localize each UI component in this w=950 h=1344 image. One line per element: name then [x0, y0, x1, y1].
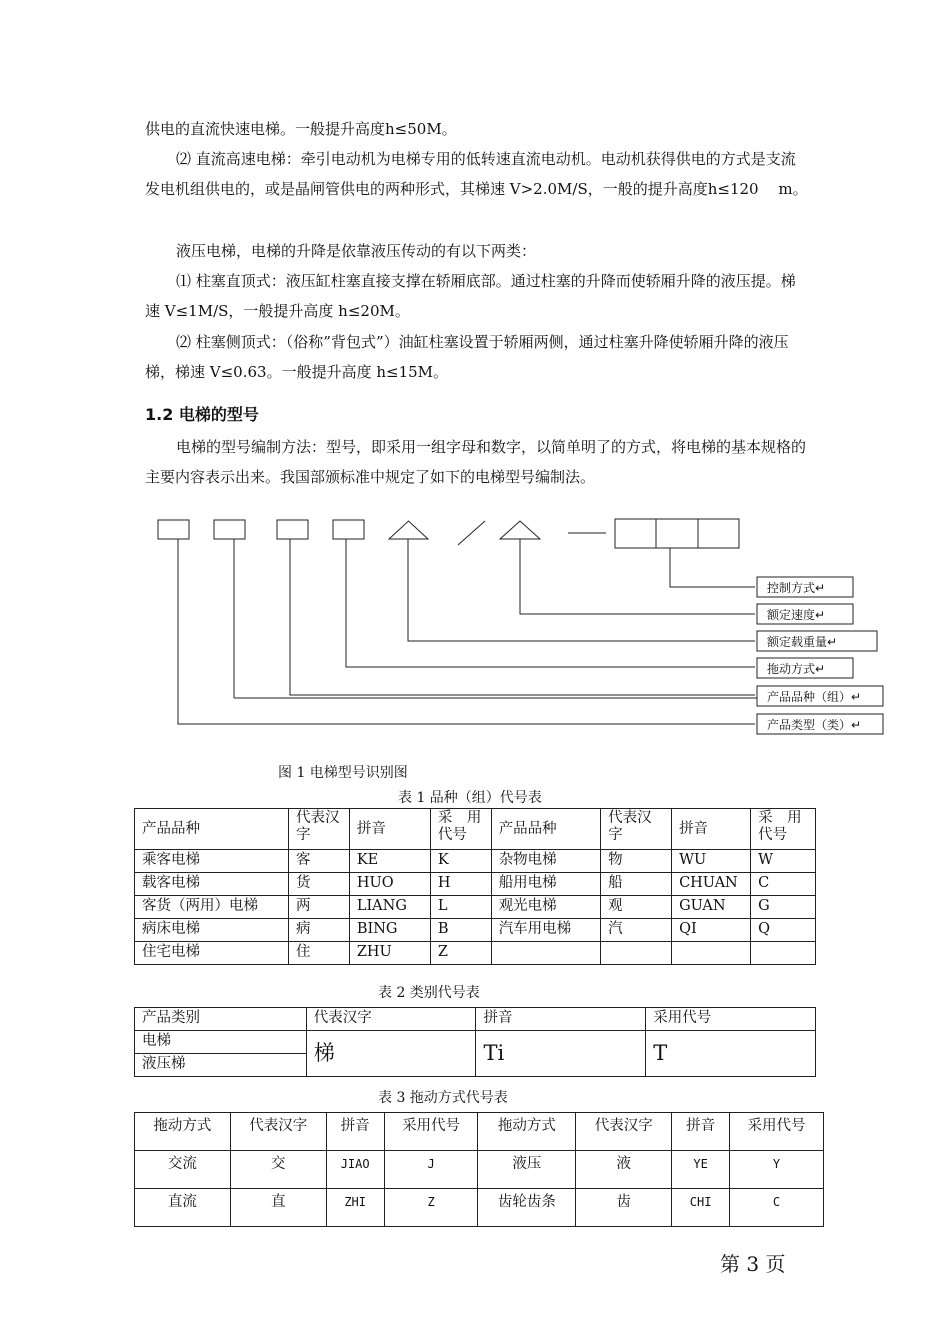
table-cell: Q	[751, 919, 816, 942]
drive-code-table	[134, 1112, 824, 1227]
header-cell: 代表汉字	[306, 1008, 476, 1031]
table-row	[135, 896, 816, 919]
header-cell: 采 用代号	[751, 809, 816, 850]
header-cell: 拼音	[672, 1113, 730, 1151]
table-header-row	[135, 809, 816, 850]
table-row	[135, 942, 816, 965]
model-diagram	[0, 505, 950, 745]
table-cell: 交流	[135, 1151, 231, 1189]
table-row	[135, 850, 816, 873]
table-cell: 住宅电梯	[135, 942, 289, 965]
table-cell: 交	[230, 1151, 326, 1189]
table-cell: 齿	[576, 1189, 672, 1227]
paragraph-dc-high-speed: ⑵ 直流高速电梯：牵引电动机为电梯专用的低转速直流电动机。电动机获得供电的方式是支流发电机组供电的，或是晶闸管供电的两种形式，其梯速 V>2.0M/S，一般的提升高度h≤120 m。	[145, 150, 808, 198]
header-cell: 代表汉字	[230, 1113, 326, 1151]
table-cell: Z	[384, 1189, 478, 1227]
table2-caption: 表 2 类别代号表	[378, 985, 480, 1001]
table-cell: 船用电梯	[491, 873, 600, 896]
table-cell: 载客电梯	[135, 873, 289, 896]
table-cell: 客货（两用）电梯	[135, 896, 289, 919]
table-cell: 杂物电梯	[491, 850, 600, 873]
paragraph-intro: 电梯的型号编制方法：型号，即采用一组字母和数字，以简单明了的方式，将电梯的基本规格的主要内容表示出来。我国部颁标准中规定了如下的电梯型号编制法。	[145, 438, 807, 486]
table-cell: 液	[576, 1151, 672, 1189]
table-cell: LIANG	[349, 896, 430, 919]
figure-caption: 图 1 电梯型号识别图	[278, 765, 408, 781]
header-cell: 代表汉字	[289, 809, 350, 850]
table-cell: YE	[672, 1151, 730, 1189]
table-cell: ZHU	[349, 942, 430, 965]
table-cell	[751, 942, 816, 965]
table-cell: JIAO	[326, 1151, 384, 1189]
header-cell: 采 用代号	[430, 809, 491, 850]
table-cell: 观	[601, 896, 672, 919]
diagram-box-variety	[214, 520, 245, 539]
table-row	[135, 1189, 824, 1227]
paragraph-direct-plunger: ⑴ 柱塞直顶式：液压缸柱塞直接支撑在轿厢底部。通过柱塞的升降而使轿厢升降的液压提。梯速 V≤1M/S，一般提升高度 h≤20M。	[145, 272, 796, 320]
table-cell: Y	[730, 1151, 824, 1189]
table-cell: 齿轮齿条	[478, 1189, 576, 1227]
variety-code-table	[134, 808, 816, 965]
header-cell: 产品品种	[135, 809, 289, 850]
diagram-label-variety: 产品品种（组）↵	[767, 690, 862, 704]
table-cell: CHUAN	[672, 873, 751, 896]
table-cell: 货	[289, 873, 350, 896]
table-cell	[672, 942, 751, 965]
table-header-row	[135, 1113, 824, 1151]
header-cell: 产品类别	[135, 1008, 307, 1031]
table-cell: QI	[672, 919, 751, 942]
table-cell: WU	[672, 850, 751, 873]
paragraph-side-plunger: ⑵ 柱塞侧顶式：（俗称”背包式”）油缸柱塞设置于轿厢两侧，通过柱塞升降使轿厢升降的液压梯，梯速 V≤0.63。一般提升高度 h≤15M。	[145, 333, 789, 381]
table-cell: 汽	[601, 919, 672, 942]
table-cell: 船	[601, 873, 672, 896]
diagram-label-type: 产品类型（类）↵	[767, 718, 862, 732]
table-cell: L	[430, 896, 491, 919]
table-row	[135, 919, 816, 942]
table-cell	[491, 942, 600, 965]
table-cell: 液压	[478, 1151, 576, 1189]
table-cell: 客	[289, 850, 350, 873]
table-cell: 汽车用电梯	[491, 919, 600, 942]
diagram-slash	[458, 521, 485, 545]
table-cell: B	[430, 919, 491, 942]
table-cell: 直流	[135, 1189, 231, 1227]
header-cell: 拼音	[349, 809, 430, 850]
diagram-triangle-load	[389, 521, 428, 539]
table3-caption: 表 3 拖动方式代号表	[378, 1090, 508, 1106]
table-cell: HUO	[349, 873, 430, 896]
table-cell: GUAN	[672, 896, 751, 919]
table-cell: 直	[230, 1189, 326, 1227]
table-cell: 病床电梯	[135, 919, 289, 942]
table-cell: 病	[289, 919, 350, 942]
table-cell: KE	[349, 850, 430, 873]
diagram-label-speed: 额定速度↵	[767, 608, 826, 622]
table-cell: 住	[289, 942, 350, 965]
table-cell: K	[430, 850, 491, 873]
table-cell: Z	[430, 942, 491, 965]
table-cell: 观光电梯	[491, 896, 600, 919]
table-row	[135, 1151, 824, 1189]
table-cell: G	[751, 896, 816, 919]
table-cell	[601, 942, 672, 965]
table-row	[135, 873, 816, 896]
table-cell: 两	[289, 896, 350, 919]
paragraph-hydraulic: 液压电梯，电梯的升降是依靠液压传动的有以下两类：	[176, 242, 537, 260]
diagram-label-drive: 拖动方式↵	[767, 662, 826, 676]
header-cell: 采用代号	[730, 1113, 824, 1151]
table-cell: W	[751, 850, 816, 873]
diagram-box-load	[333, 520, 364, 539]
header-cell: 拼音	[326, 1113, 384, 1151]
section-heading: 1.2 电梯的型号	[145, 405, 259, 424]
header-cell: 代表汉字	[576, 1113, 672, 1151]
header-cell: 拖动方式	[135, 1113, 231, 1151]
table-cell: BING	[349, 919, 430, 942]
table-cell: T	[646, 1031, 816, 1077]
header-cell: 采用代号	[384, 1113, 478, 1151]
table-cell: C	[751, 873, 816, 896]
paragraph-dc-fast: 供电的直流快速电梯。一般提升高度h≤50M。	[145, 120, 457, 138]
table-cell: 梯	[306, 1031, 476, 1077]
header-cell: 产品品种	[491, 809, 600, 850]
header-cell: 代表汉字	[601, 809, 672, 850]
table-cell: 电梯	[135, 1031, 307, 1054]
table-cell: Ti	[476, 1031, 646, 1077]
table-cell: ZHI	[326, 1189, 384, 1227]
header-cell: 拖动方式	[478, 1113, 576, 1151]
table-cell: H	[430, 873, 491, 896]
table-cell: CHI	[672, 1189, 730, 1227]
diagram-box-type	[158, 520, 189, 539]
table1-caption: 表 1 品种（组）代号表	[398, 790, 542, 806]
diagram-label-load: 额定载重量↵	[767, 635, 838, 649]
table-cell: 液压梯	[135, 1054, 307, 1077]
table-header-row	[135, 1008, 816, 1031]
header-cell: 拼音	[476, 1008, 646, 1031]
table-row	[135, 1031, 816, 1054]
diagram-box-drive	[277, 520, 308, 539]
diagram-triangle-speed	[500, 521, 540, 539]
diagram-label-control: 控制方式↵	[767, 581, 826, 595]
table-cell: C	[730, 1189, 824, 1227]
header-cell: 拼音	[672, 809, 751, 850]
table-cell: 乘客电梯	[135, 850, 289, 873]
header-cell: 采用代号	[646, 1008, 816, 1031]
category-code-table	[134, 1007, 816, 1077]
table-cell: 物	[601, 850, 672, 873]
table-cell: J	[384, 1151, 478, 1189]
diagram-box-control	[615, 519, 739, 548]
page-number: 第 3 页	[720, 1252, 786, 1276]
